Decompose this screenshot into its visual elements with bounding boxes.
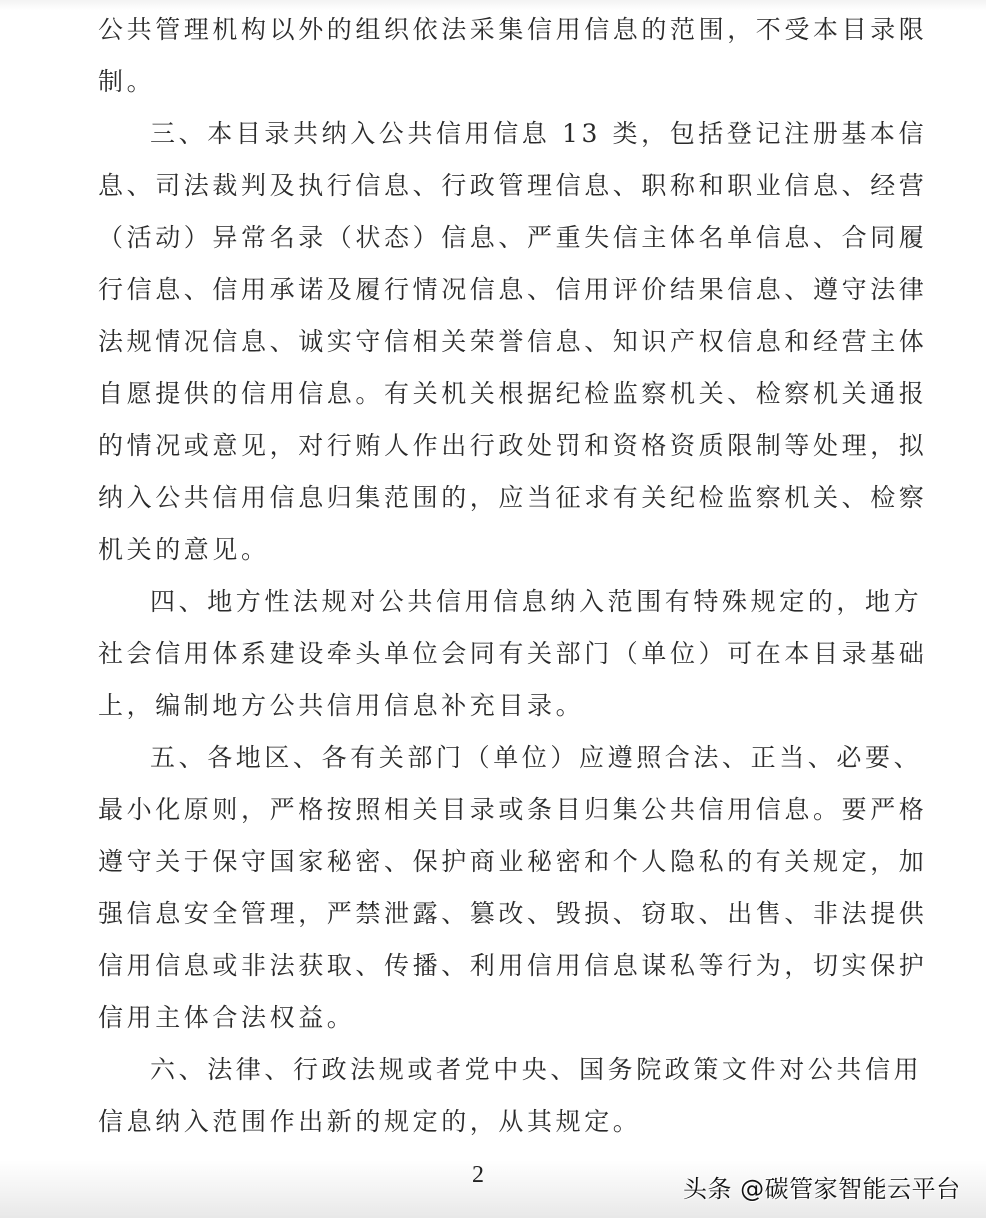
text-line: 遵守关于保守国家秘密、保护商业秘密和个人隐私的有关规定，加 (98, 847, 928, 876)
text-line: 行信息、信用承诺及履行情况信息、信用评价结果信息、遵守法律 (98, 275, 928, 304)
text-line: （活动）异常名录（状态）信息、严重失信主体名单信息、合同履 (98, 223, 928, 252)
text-line: 信用主体合法权益。 (98, 1003, 356, 1032)
text-line: 制。 (98, 67, 156, 96)
text-line: 机关的意见。 (98, 535, 270, 564)
text-line: 四、地方性法规对公共信用信息纳入范围有特殊规定的，地方 (150, 587, 923, 616)
text-line: 法规情况信息、诚实守信相关荣誉信息、知识产权信息和经营主体 (98, 327, 928, 356)
text-line: 六、法律、行政法规或者党中央、国务院政策文件对公共信用 (150, 1055, 923, 1084)
text-line: 的情况或意见，对行贿人作出行政处罚和资格资质限制等处理，拟 (98, 431, 928, 460)
text-line: 五、各地区、各有关部门（单位）应遵照合法、正当、必要、 (150, 743, 923, 772)
text-line: 自愿提供的信用信息。有关机关根据纪检监察机关、检察机关通报 (98, 379, 928, 408)
text-line: 信息纳入范围作出新的规定的，从其规定。 (98, 1107, 642, 1136)
text-line: 纳入公共信用信息归集范围的，应当征求有关纪检监察机关、检察 (98, 483, 928, 512)
page-number: 2 (472, 1162, 484, 1188)
text-line: 信用信息或非法获取、传播、利用信用信息谋私等行为，切实保护 (98, 951, 928, 980)
text-line: 公共管理机构以外的组织依法采集信用信息的范围，不受本目录限 (98, 15, 928, 44)
watermark: 头条 @碳管家智能云平台 (683, 1175, 961, 1203)
text-line: 社会信用体系建设牵头单位会同有关部门（单位）可在本目录基础 (98, 639, 928, 668)
text-line: 最小化原则，严格按照相关目录或条目归集公共信用信息。要严格 (98, 795, 928, 824)
text-line: 上，编制地方公共信用信息补充目录。 (98, 691, 585, 720)
text-line: 三、本目录共纳入公共信用信息 13 类，包括登记注册基本信 (150, 119, 928, 148)
text-line: 强信息安全管理，严禁泄露、篡改、毁损、窃取、出售、非法提供 (98, 899, 928, 928)
text-line: 息、司法裁判及执行信息、行政管理信息、职称和职业信息、经营 (98, 171, 928, 200)
